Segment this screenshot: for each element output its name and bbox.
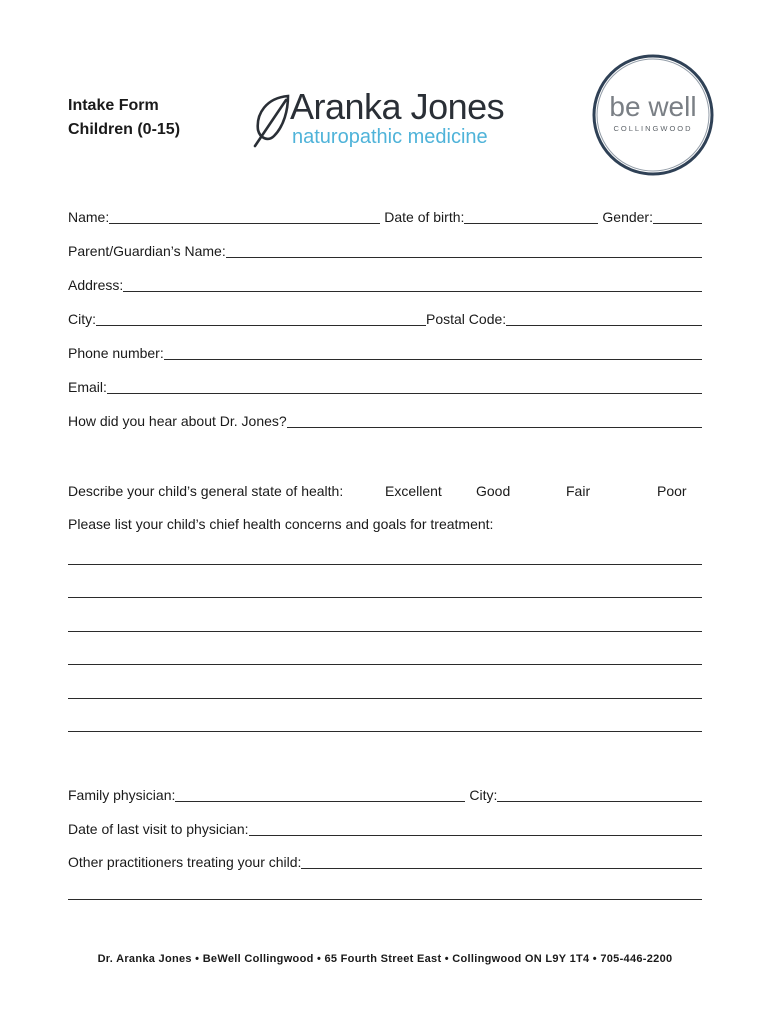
name-field[interactable] [109,223,380,224]
form-title-line2: Children (0-15) [68,121,181,138]
referral-row [68,410,702,430]
address-field[interactable] [123,291,702,292]
badge-subtitle: COLLINGWOOD [613,124,693,133]
gender-field[interactable] [653,223,702,224]
city-label: City: [68,311,96,327]
postal-field[interactable] [506,325,702,326]
family-physician-field[interactable] [175,801,465,802]
phone-label: Phone number: [68,345,164,361]
physician-city-field[interactable] [497,801,702,802]
health-option-poor[interactable]: Poor [657,483,687,499]
other-practitioners-field[interactable] [301,868,702,869]
form-title [68,94,180,142]
concerns-line-6[interactable] [68,731,702,732]
other-practitioners-row [68,851,702,871]
health-prompt: Describe your child’s general state of health: [68,483,344,499]
phone-row [68,342,702,362]
last-visit-row [68,818,702,838]
form-title-line1: Intake Form [68,97,159,114]
logo-subtitle: naturopathic medicine [292,126,488,148]
referral-field[interactable] [287,427,702,428]
last-visit-label: Date of last visit to physician: [68,821,249,837]
health-rating-row [68,481,708,501]
logo-name: Aranka Jones [290,86,505,127]
address-row [68,274,702,294]
dob-field[interactable] [464,223,598,224]
other-practitioners-line-2[interactable] [68,899,702,900]
health-option-good[interactable]: Good [476,483,511,499]
physician-city-label: City: [469,787,498,803]
other-practitioners-label: Other practitioners treating your child: [68,854,302,870]
guardian-row [68,240,702,260]
badge-name: be well [609,91,697,122]
city-row [68,308,702,328]
email-row [68,376,702,396]
family-physician-row [68,784,702,804]
concerns-line-2[interactable] [68,597,702,598]
concerns-line-1[interactable] [68,564,702,565]
name-label: Name: [68,209,110,225]
health-option-excellent[interactable]: Excellent [385,483,442,499]
leaf-logo-icon [252,92,292,148]
gender-label: Gender: [602,209,653,225]
postal-label: Postal Code: [426,311,507,327]
referral-label: How did you hear about Dr. Jones? [68,413,287,429]
family-physician-label: Family physician: [68,787,176,803]
footer-contact: Dr. Aranka Jones • BeWell Collingwood • 65 Fourth Street East • Collingwood ON L9Y 1T4 • 705-446-2200 [97,953,673,965]
phone-field[interactable] [164,359,702,360]
email-label: Email: [68,379,107,395]
name-row [68,206,702,226]
guardian-label: Parent/Guardian’s Name: [68,243,226,259]
dob-label: Date of birth: [384,209,465,225]
email-field[interactable] [107,393,702,394]
concerns-line-4[interactable] [68,664,702,665]
concerns-prompt: Please list your child’s chief health concerns and goals for treatment: [68,516,494,532]
health-option-fair[interactable]: Fair [566,483,591,499]
guardian-field[interactable] [226,257,702,258]
address-label: Address: [68,277,124,293]
last-visit-field[interactable] [249,835,702,836]
concerns-line-3[interactable] [68,631,702,632]
city-field[interactable] [96,325,426,326]
concerns-line-5[interactable] [68,698,702,699]
